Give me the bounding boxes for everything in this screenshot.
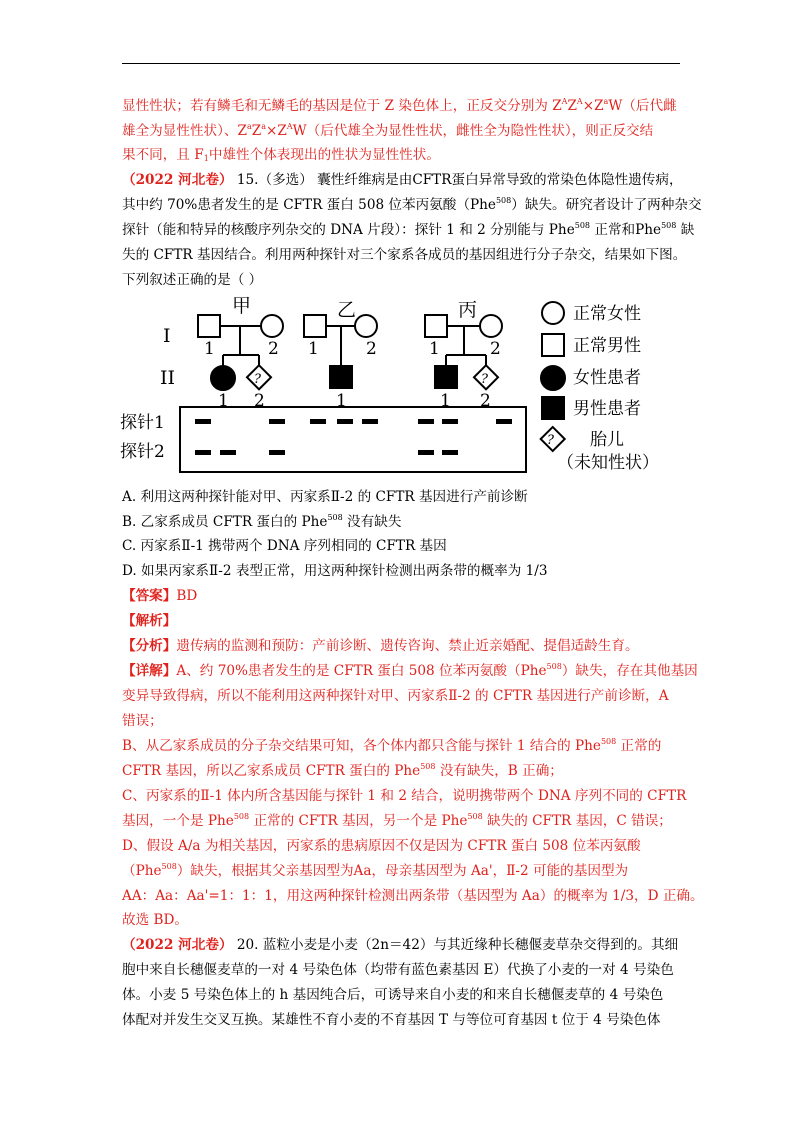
xiangjie-c-1: C、丙家系的Ⅱ-1 体内所含基因能与探针 1 和 2 结合，说明携带两个 DNA 序列不同的 CFTR: [122, 788, 687, 804]
num-yi-I1: 1: [308, 339, 319, 359]
probe1-band-bing-I2: [442, 419, 458, 424]
xiangjie-d-2: （Phe$^{508}$）缺失，根据其父亲基因型为Aa，母亲基因型为 Aa'，Ⅱ-2 可能的基因型为: [122, 862, 629, 879]
probe1-band-bing-I1: [418, 419, 434, 424]
probe1-band-yi-I1: [310, 419, 326, 424]
probe2-band-jia-I1: [195, 450, 211, 455]
probe2-band-jia-I2: [220, 450, 236, 455]
q20-line-4: 体配对并发生交叉互换。某雄性不育小麦的不育基因 T 与等位可育基因 t 位于 4 号染色体: [122, 1012, 661, 1028]
option-c: C. 丙家系Ⅱ-1 携带两个 DNA 序列相同的 CFTR 基因: [122, 538, 447, 554]
legend-fetus-unknown-label: （未知性状）: [557, 453, 659, 473]
prev-line-3: 果不同，且 $F_1$中雄性个体表现出的性状为显性性状。: [122, 147, 440, 163]
legend-fetus-label: 胎儿: [590, 430, 624, 450]
jia-I2-normal-female: [261, 315, 283, 337]
legend-female-patient-icon: [541, 366, 565, 390]
fetus-mark-jia: ?: [254, 372, 261, 387]
num-bing-II2: 2: [480, 391, 491, 411]
yi-II1-male-patient: [330, 366, 352, 388]
jia-II1-female-patient: [211, 366, 235, 390]
probe2-band-jia-II1: [269, 450, 285, 455]
q15-source: （2022 河北卷）: [122, 172, 233, 188]
num-jia-I2: 2: [268, 339, 279, 359]
family-label-jia: 甲: [232, 295, 252, 317]
q20-source: （2022 河北卷）: [122, 937, 233, 953]
q20-line-1: （2022 河北卷） 20. 蓝粒小麦是小麦（2n＝42）与其近缘种长穗偃麦草杂交得到的。其细: [122, 937, 679, 953]
xiangjie-b-2: CFTR 基因，所以乙家系成员 CFTR 蛋白的 Phe$^{508}$ 没有缺失，B 正确；: [122, 762, 563, 779]
num-jia-I1: 1: [204, 339, 215, 359]
prev-line-1: 显性性状；若有鳞毛和无鳞毛的基因是位于 Z 染色体上，正反交分别为 $Z^AZ^A\times Z^aW$（后代雌: [122, 97, 677, 114]
q15-line-3: 探针（能和特异的核酸序列杂交的 DNA 片段）：探针 1 和 2 分别能与 Phe$^{508}$ 正常和Phe$^{508}$ 缺: [122, 221, 695, 238]
q20-line-2: 胞中来自长穗偃麦草的一对 4 号染色体（均带有蓝色素基因 E）代换了小麦的一对 4 号染色: [122, 962, 674, 978]
xiangjie-a-3: 错误；: [122, 713, 163, 729]
xiangjie-a-1: 【详解】A、约 70%患者发生的是 CFTR 蛋白 508 位苯丙氨酸（Phe$^{508}$）缺失，存在其他基因: [122, 662, 698, 679]
legend-male-patient-label: 男性患者: [573, 399, 641, 419]
xiangjie-d-1: D、假设 A/a 为相关基因，丙家系的患病原因不仅是因为 CFTR 蛋白 508 位苯丙氨酸: [122, 838, 641, 854]
bing-I1-normal-male: [425, 315, 447, 337]
xiangjie-c-2: 基因，一个是 Phe$^{508}$ 正常的 CFTR 基因，另一个是 Phe$^{508}$ 缺失的 CFTR 基因，C 错误；: [122, 812, 672, 829]
gen-label-I: I: [163, 325, 171, 347]
legend-male-normal-label: 正常男性: [573, 336, 641, 356]
probe1-band-jia-I2: [269, 419, 285, 424]
num-jia-II1: 1: [218, 391, 229, 411]
fetus-mark-bing: ?: [481, 372, 488, 387]
legend-male-normal-icon: [542, 334, 564, 356]
legend-female-patient-label: 女性患者: [573, 368, 641, 388]
num-yi-II1: 1: [336, 391, 347, 411]
num-bing-I1: 1: [429, 339, 440, 359]
bing-II1-male-patient: [435, 366, 457, 388]
option-a: A. 利用这两种探针能对甲、丙家系Ⅱ-2 的 CFTR 基因进行产前诊断: [122, 489, 528, 505]
probe1-band-jia-I1: [195, 419, 211, 424]
num-bing-I2: 2: [490, 339, 501, 359]
bing-I2-normal-female: [480, 315, 502, 337]
probe-box: [180, 407, 526, 472]
probe-bands: [195, 419, 512, 455]
num-yi-I2: 2: [366, 339, 377, 359]
legend-male-patient-icon: [542, 397, 564, 419]
probe1-band-yi-II1: [362, 419, 378, 424]
num-jia-II2: 2: [254, 391, 265, 411]
answer-line: 【答案】BD: [122, 588, 198, 604]
probe1-label: 探针1: [120, 413, 165, 433]
q15-line-4: 失的 CFTR 基因结合。利用两种探针对三个家系各成员的基因组进行分子杂交，结果如下图。: [122, 247, 687, 263]
xiangjie-a-2: 变异导致得病，所以不能利用这两种探针对甲、丙家系Ⅱ-2 的 CFTR 基因进行产前诊断，A: [122, 688, 669, 704]
xiangjie-b-1: B、从乙家系成员的分子杂交结果可知，各个体内都只含能与探针 1 结合的 Phe$^{508}$ 正常的: [122, 737, 662, 754]
probe1-band-bing-II1: [496, 419, 512, 424]
jia-I1-normal-male: [198, 315, 220, 337]
option-b: B. 乙家系成员 CFTR 蛋白的 Phe$^{508}$ 没有缺失: [122, 513, 402, 530]
yi-I2-normal-female: [355, 315, 377, 337]
family-label-yi: 乙: [337, 299, 357, 321]
probe2-label: 探针2: [120, 442, 165, 462]
q15-line-1: （2022 河北卷） 15.（多选） 囊性纤维病是由CFTR蛋白异常导致的常染色体隐性遗传病，: [122, 172, 683, 188]
prev-line-2: 雄全为显性性状）、$Z^aZ^a\times Z^AW$（后代雄全为显性性状，雌性全为隐性性状），则正反交结: [122, 122, 654, 139]
q15-line-5: 下列叙述正确的是（ ）: [122, 272, 263, 288]
yi-I1-normal-male: [304, 315, 326, 337]
q20-line-3: 体。小麦 5 号染色体上的 h 基因纯合后，可诱导来自小麦的和来自长穗偃麦草的 4 号染色: [122, 987, 664, 1003]
probe2-band-bing-I1: [418, 450, 434, 455]
gen-label-II: II: [160, 367, 176, 389]
fenxi-line: 【分析】遗传病的监测和预防：产前诊断、遗传咨询、禁止近亲婚配、提倡适龄生育。: [122, 638, 639, 654]
xiangjie-d-3: AA：Aa：Aa'=1：1：1，用这两种探针检测出两条带（基因型为 Aa）的概率为 1/3，D 正确。: [122, 888, 704, 904]
num-bing-II1: 1: [440, 391, 451, 411]
xiangjie-d-4: 故选 BD。: [122, 912, 188, 928]
pedigree-svg: [120, 294, 680, 478]
option-d: D. 如果丙家系Ⅱ-2 表型正常，用这两种探针检测出两条带的概率为 1/3: [122, 563, 548, 579]
legend-female-normal-label: 正常女性: [573, 304, 641, 324]
family-label-bing: 丙: [458, 299, 478, 321]
probe1-band-yi-I2: [337, 419, 353, 424]
q15-line-2: 其中约 70%患者发生的是 CFTR 蛋白 508 位苯丙氨酸（Phe$^{508}$）缺失。研究者设计了两种杂交: [122, 196, 702, 213]
analysis-heading: 【解析】: [122, 613, 177, 629]
legend-fetus-mark: ?: [547, 433, 554, 448]
probe2-band-bing-II1: [442, 450, 458, 455]
pedigree-figure: [120, 294, 680, 478]
header-rule: [122, 63, 680, 64]
legend-female-normal-icon: [542, 302, 564, 324]
